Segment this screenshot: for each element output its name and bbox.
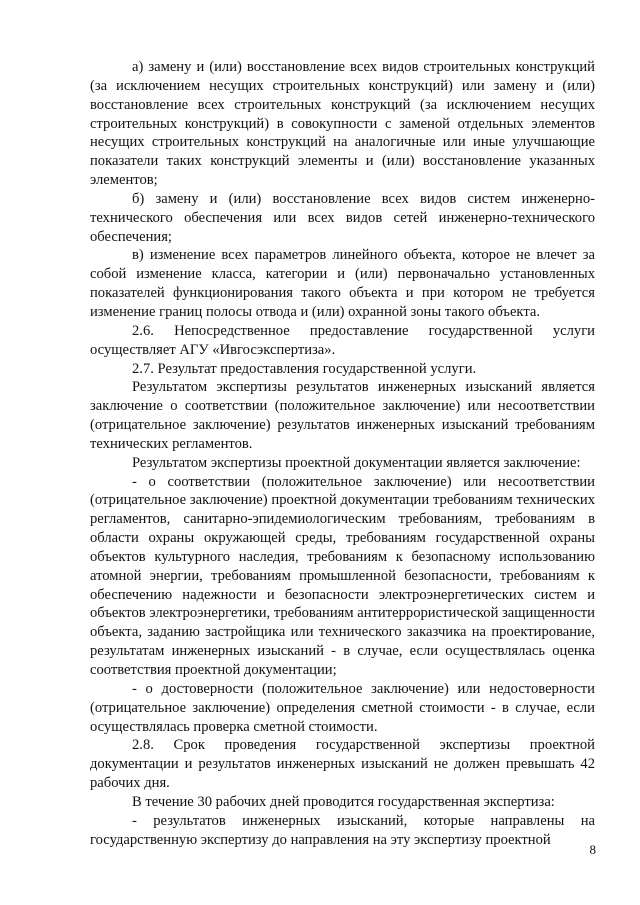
- paragraph-result-project: Результатом экспертизы проектной документации является заключение:: [132, 454, 581, 471]
- paragraph-v: в) изменение всех параметров линейного объекта, которое не влечет за собой изменение класса, категории и (или) первоначально установленных показателей функционирования такого объекта и при котором не требуется изменение границ полосы отвода и (или) охранной зоны такого объекта.: [90, 247, 595, 320]
- paragraph-result-surveys: Результатом экспертизы результатов инженерных изысканий является заключение о соответствии (положительное заключение) или несоответствии (отрицательное заключение) результатов инженерных изысканий требованиям технических регламентов.: [90, 379, 595, 452]
- paragraph-2-6: 2.6. Непосредственное предоставление государственной услуги осуществляет АГУ «Ивгосэкспертиза».: [90, 322, 595, 358]
- document-page: [90, 58, 595, 849]
- page-number: 8: [589, 842, 596, 857]
- paragraph-reliability: - о достоверности (положительное заключение) или недостоверности (отрицательное заключение) определения сметной стоимости - в случае, если осуществлялась проверка сметной стоимости.: [90, 680, 595, 735]
- paragraph-2-7: 2.7. Результат предоставления государственной услуги.: [132, 360, 477, 377]
- paragraph-a: а) замену и (или) восстановление всех видов строительных конструкций (за исключением несущих строительных конструкций) или замену и (или) восстановление всех строительных конструкций (за исключением несущих строительных конструкций) в совокупности с заменой отдельных элементов несущих строительных конструкций на аналогичные или иные улучшающие показатели таких конструкций элементы и (или) восстановление указанных элементов;: [90, 59, 595, 189]
- paragraph-30-days: В течение 30 рабочих дней проводится государственная экспертиза:: [132, 793, 555, 810]
- paragraph-conformity: - о соответствии (положительное заключение) или несоответствии (отрицательное заключение) проектной документации требованиям технических регламентов, санитарно-эпидемиологическим требованиям, требованиям в области охраны окружающей среды, требованиям государственной охраны объектов культурного наследия, требованиям к безопасному использованию атомной энергии, требованиям промышленной безопасности, требованиям к обеспечению надежности и безопасности электроэнергетических систем и объектов электроэнергетики, требованиям антитеррористической защищенности объекта, заданию застройщика или технического заказчика на проектирование, результатам инженерных изысканий - в случае, если осуществлялась оценка соответствия проектной документации;: [90, 473, 595, 678]
- paragraph-2-8: 2.8. Срок проведения государственной экспертизы проектной документации и результатов инженерных изысканий не должен превышать 42 рабочих дня.: [90, 737, 595, 792]
- paragraph-b: б) замену и (или) восстановление всех видов систем инженерно-технического обеспечения или всех видов сетей инженерно-технического обеспечения;: [90, 190, 595, 245]
- paragraph-survey-results: - результатов инженерных изысканий, которые направлены на государственную экспертизу до направления на эту экспертизу проектной: [90, 812, 595, 848]
